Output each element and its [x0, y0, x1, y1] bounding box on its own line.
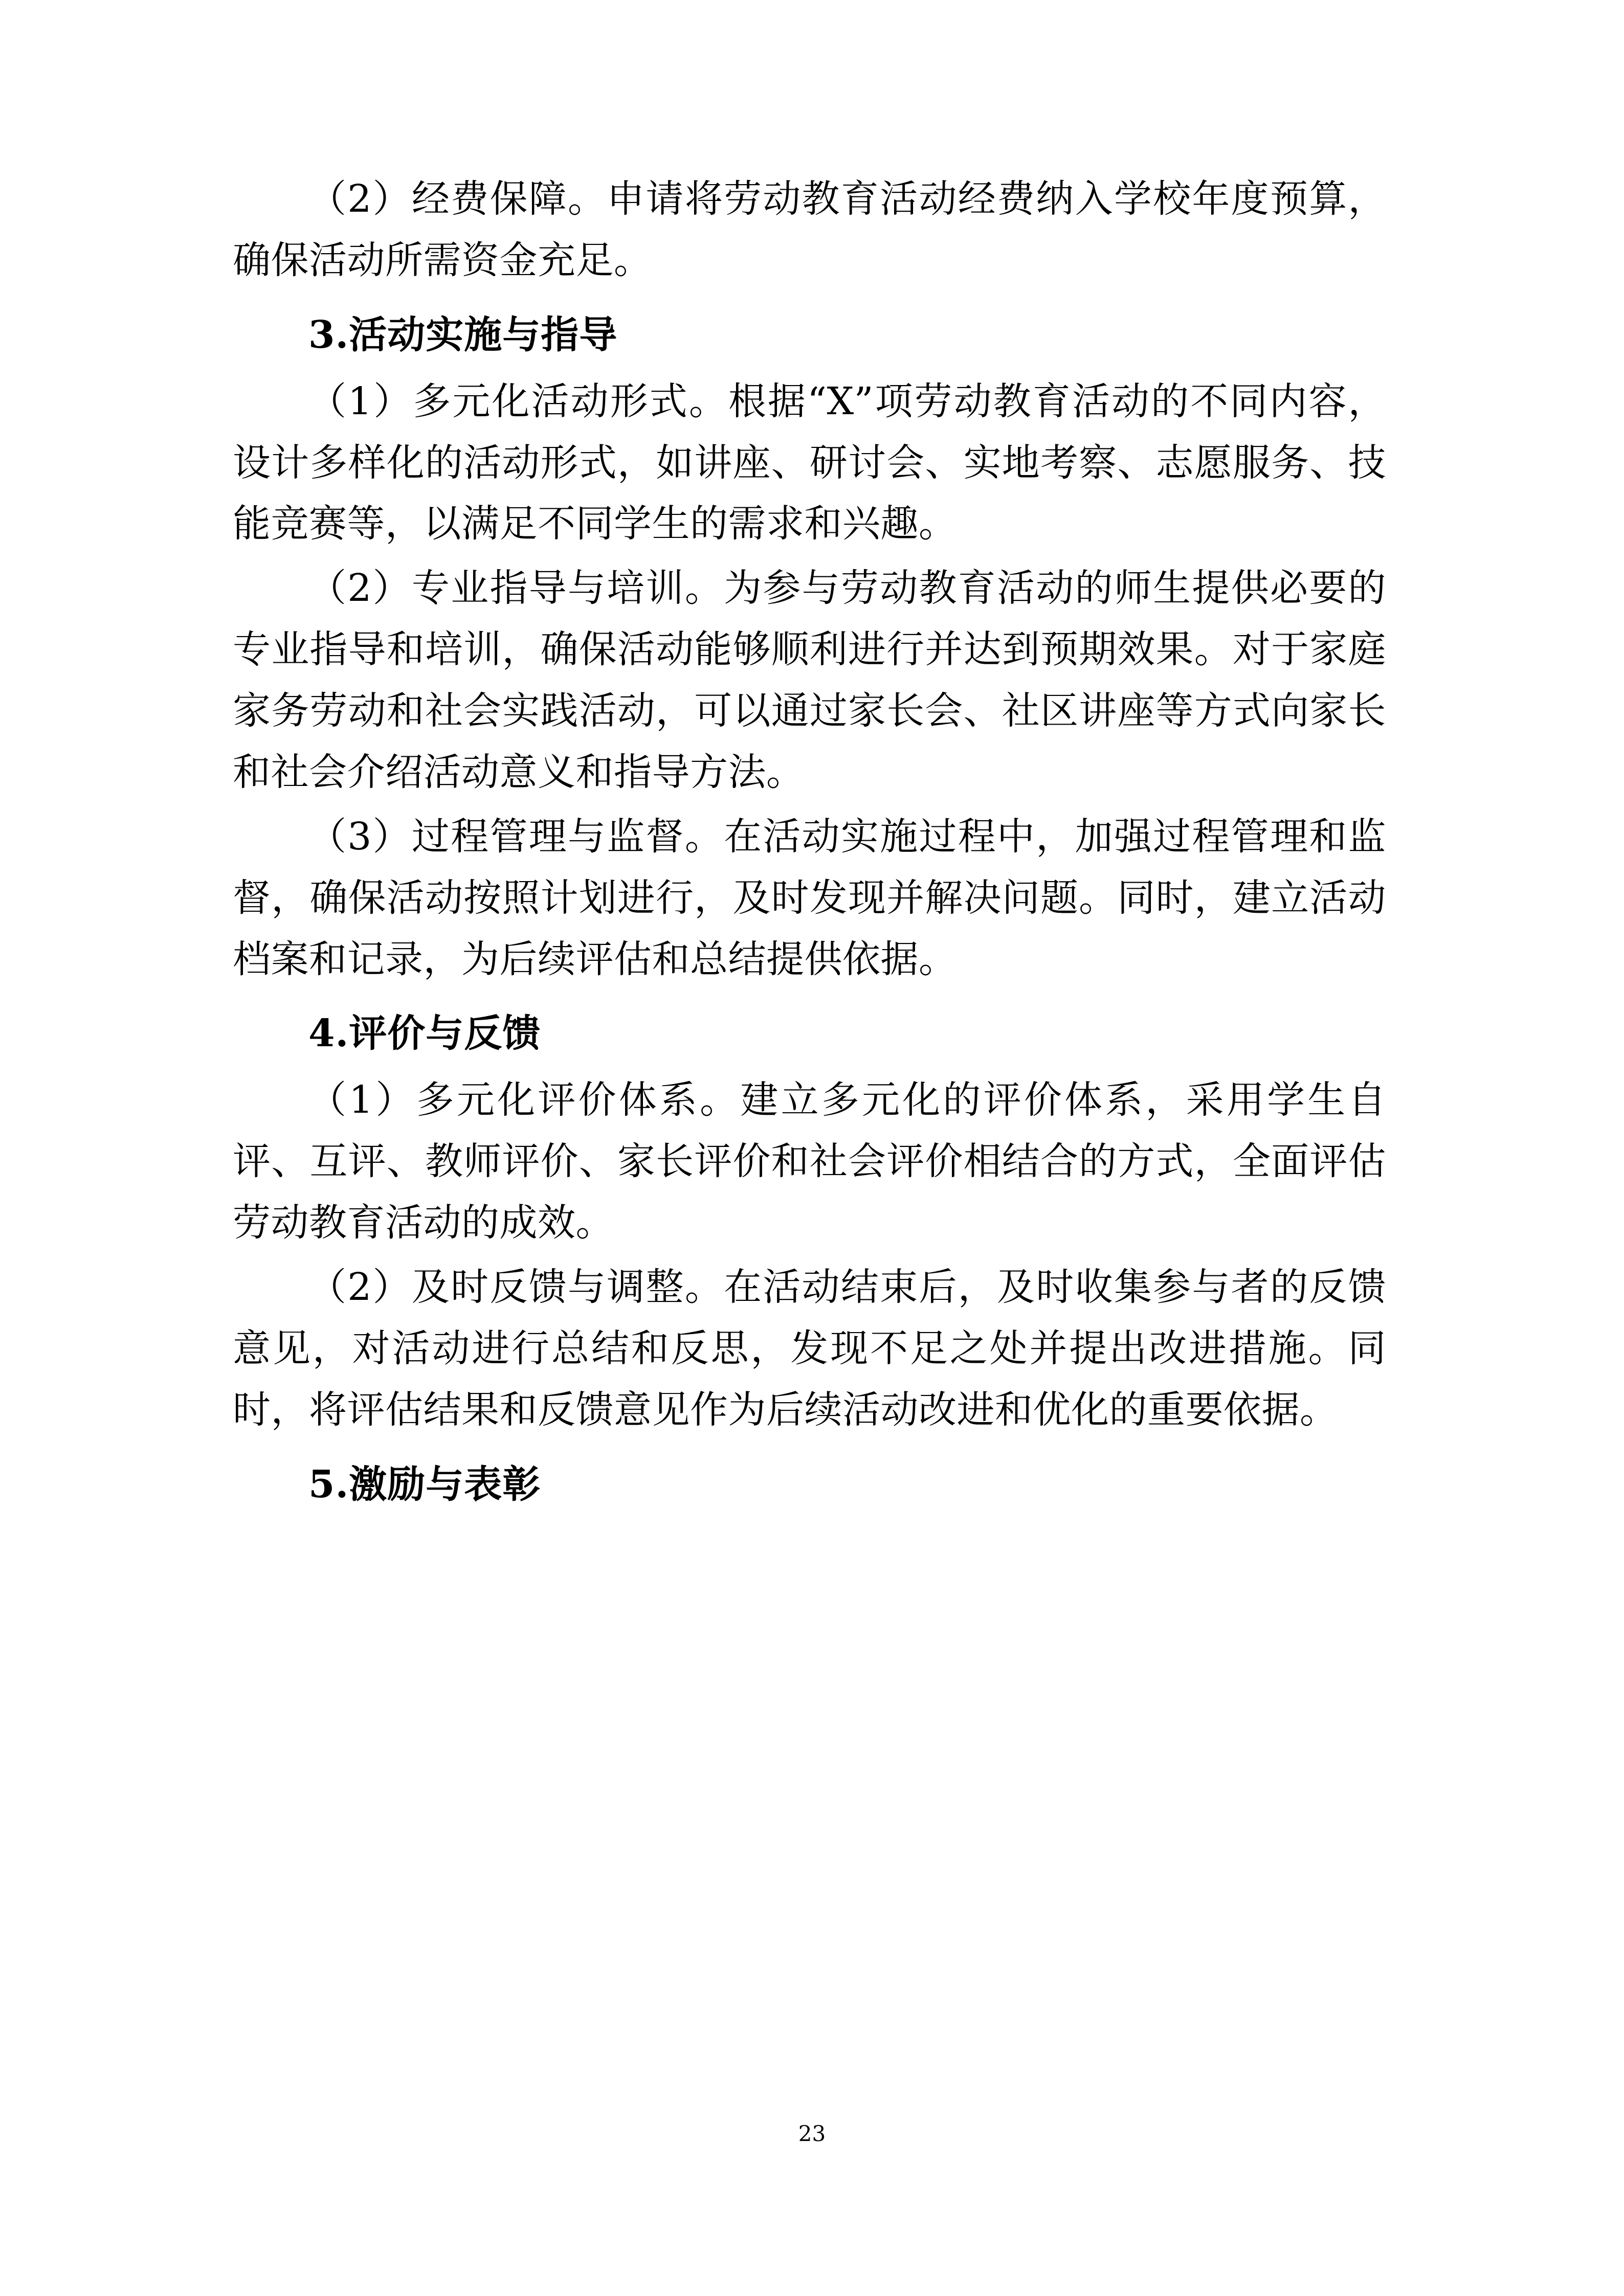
paragraph-diverse-activity-forms: （1）多元化活动形式。根据“X”项劳动教育活动的不同内容，设计多样化的活动形式，如讲座、研讨会、实地考察、志愿服务、技能竞赛等，以满足不同学生的需求和兴趣。 [233, 379, 1386, 546]
heading-evaluation-feedback: 4.评价与反馈 [308, 1011, 541, 1056]
paragraph-diverse-evaluation-system: （1）多元化评价体系。建立多元化的评价体系，采用学生自评、互评、教师评价、家长评价和社会评价相结合的方式，全面评估劳动教育活动的成效。 [233, 1078, 1386, 1245]
paragraph-timely-feedback: （2）及时反馈与调整。在活动结束后，及时收集参与者的反馈意见，对活动进行总结和反思，发现不足之处并提出改进措施。同时，将评估结果和反馈意见作为后续活动改进和优化的重要依据。 [233, 1265, 1386, 1432]
page-content [233, 169, 1386, 1520]
heading-incentive-commendation: 5.激励与表彰 [308, 1462, 541, 1506]
paragraph-funding-guarantee: （2）经费保障。申请将劳动教育活动经费纳入学校年度预算，确保活动所需资金充足。 [233, 177, 1386, 282]
heading-activity-implementation: 3.活动实施与指导 [308, 312, 618, 357]
paragraph-professional-guidance: （2）专业指导与培训。为参与劳动教育活动的师生提供必要的专业指导和培训，确保活动能够顺利进行并达到预期效果。对于家庭家务劳动和社会实践活动，可以通过家长会、社区讲座等方式向家长和社会介绍活动意义和指导方法。 [233, 566, 1386, 794]
paragraph-process-management: （3）过程管理与监督。在活动实施过程中，加强过程管理和监督，确保活动按照计划进行，及时发现并解决问题。同时，建立活动档案和记录，为后续评估和总结提供依据。 [233, 814, 1386, 981]
page-number: 23 [798, 2121, 826, 2146]
